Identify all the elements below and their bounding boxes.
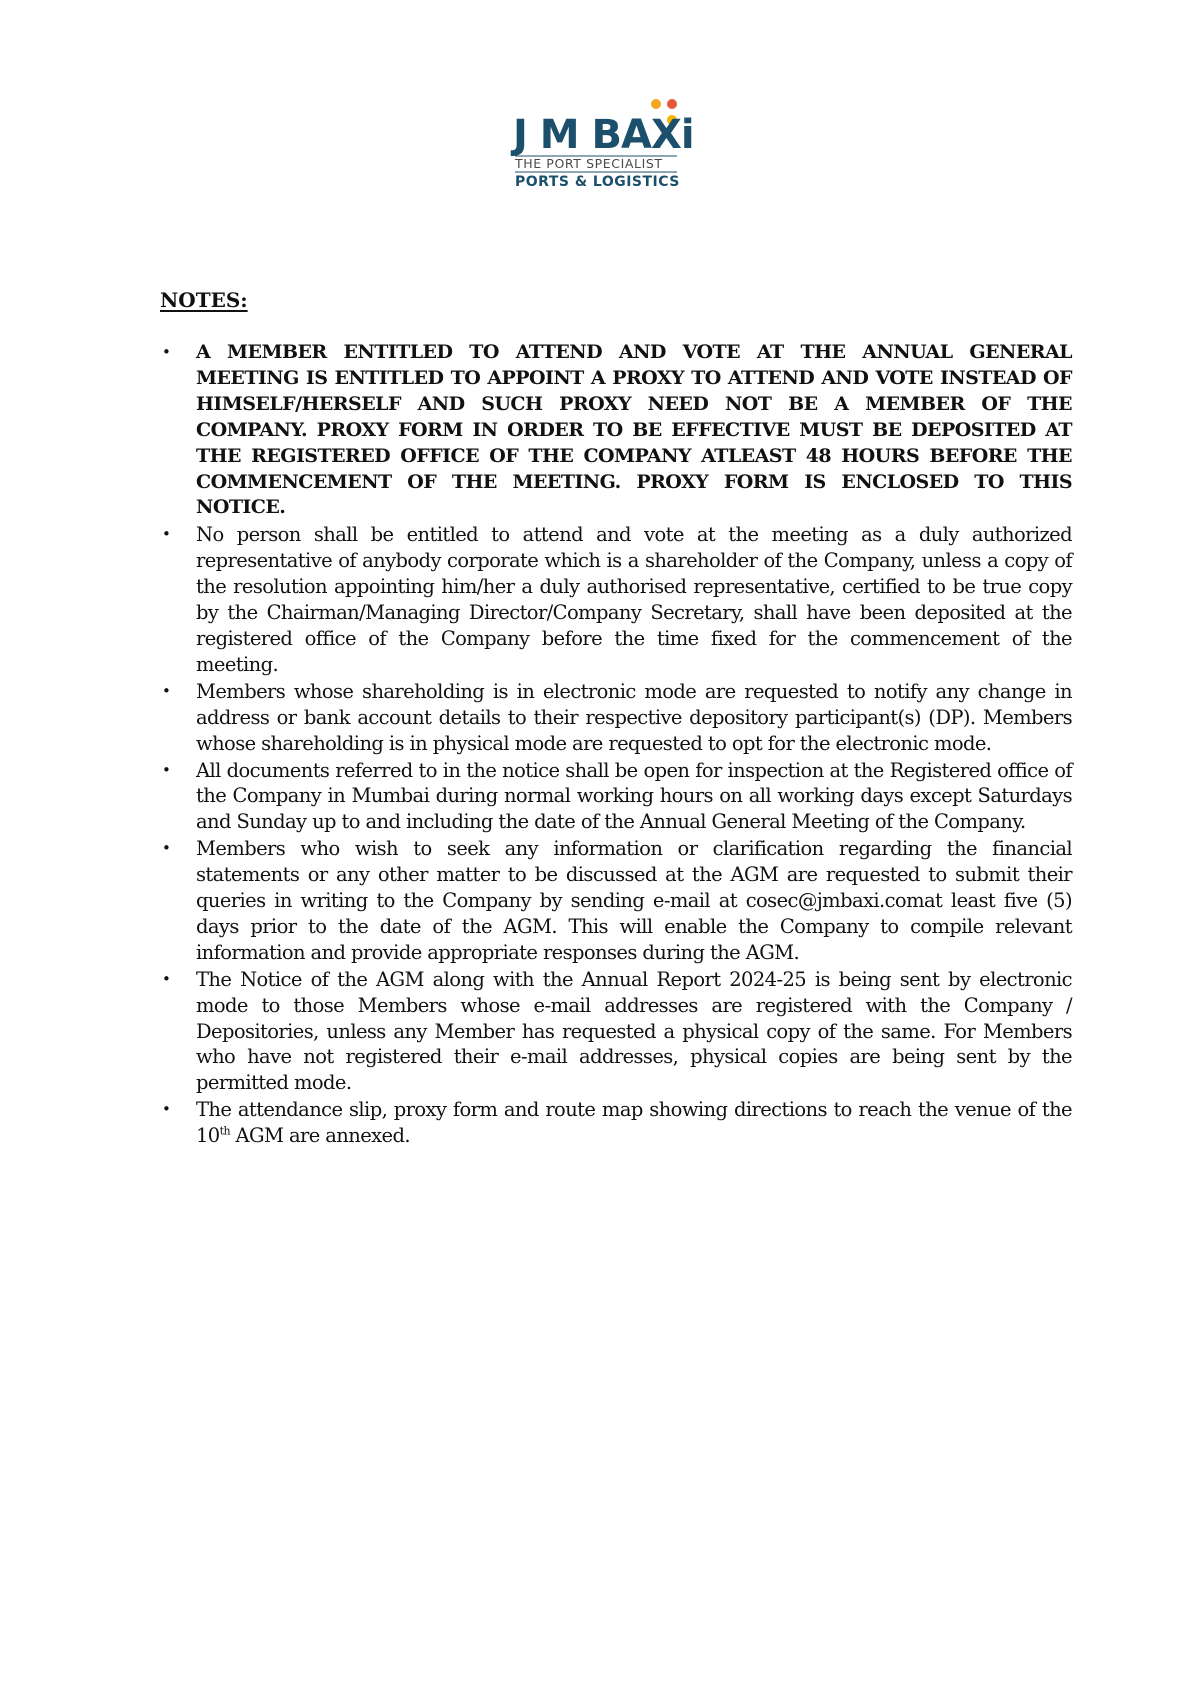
note-text: A MEMBER ENTITLED TO ATTEND AND VOTE AT THE ANNUAL GENERAL MEETING IS ENTITLED TO APPOINT A PROXY TO ATTEND AND VOTE INSTEAD OF HIMSELF/HERSELF AND SUCH PROXY NEED NOT BE A MEMBER OF THE COMPANY. PROXY FORM IN ORDER TO BE EFFECTIVE MUST BE DEPOSITED AT THE REGISTERED OFFICE OF THE COMPANY ATLEAST 48 HOURS BEFORE THE COMMENCEMENT OF THE MEETING. PROXY FORM IS ENCLOSED TO THIS NOTICE. xyxy=(196,341,1072,519)
note-annexures xyxy=(160,1097,1072,1149)
bullet-icon: • xyxy=(162,525,171,544)
bullet-icon: • xyxy=(162,343,171,361)
note-documents-inspection xyxy=(160,758,1072,836)
note-proxy-entitlement xyxy=(160,340,1072,521)
note-electronic-mode xyxy=(160,679,1072,757)
note-text: No person shall be entitled to attend and vote at the meeting as a duly authorized representative of anybody corporate which is a shareholder of the Company, unless a copy of the resolution appointing him/her a duly authorised representative, certified to be true copy by the Chairman/Managing Director/Company Secretary, shall have been deposited at the registered office of the Company before the time fixed for the commencement of the meeting. xyxy=(196,523,1072,676)
note-text: Members who wish to seek any information or clarification regarding the financial statements or any other matter to be discussed at the AGM are requested to submit their queries in writing to the Company by sending e-mail at cosec@jmbaxi.comat least five (5) days prior to the date of the AGM. This will enable the Company to compile relevant information and provide appropriate responses during the AGM. xyxy=(196,837,1072,964)
bullet-icon: • xyxy=(162,760,171,779)
note-text: The Notice of the AGM along with the Annual Report 2024-25 is being sent by electronic mode to those Members whose e-mail addresses are registered with the Company / Depositories, unless any Member has requested a physical copy of the same. For Members who have not registered their e-mail addresses, physical copies are being sent by the permitted mode. xyxy=(196,967,1072,1095)
bullet-icon: • xyxy=(162,969,171,988)
note-text xyxy=(196,1098,1072,1147)
ordinal-superscript: th xyxy=(219,1124,230,1138)
note-text-after: AGM are annexed. xyxy=(229,1124,410,1148)
notes-list xyxy=(160,340,1072,1150)
note-annual-report xyxy=(160,967,1072,1097)
note-queries xyxy=(160,836,1072,966)
note-text: All documents referred to in the notice shall be open for inspection at the Registered office of the Company in Mumbai during normal working hours on all working days except Saturdays and Sunday up to and including the date of the Annual General Meeting of the Company. xyxy=(196,758,1072,834)
logo-tagline: THE PORT SPECIALIST xyxy=(515,156,663,171)
bullet-icon: • xyxy=(162,681,171,700)
logo-brand-text: J M BAXi xyxy=(513,112,694,158)
company-logo xyxy=(0,96,1190,196)
notes-heading: NOTES: xyxy=(160,288,248,312)
logo-subtitle: PORTS & LOGISTICS xyxy=(515,174,680,190)
note-text-before: The attendance slip, proxy form and route map showing directions to reach the venue of the 10 xyxy=(196,1098,1072,1148)
jm-baxi-logo-graphic xyxy=(495,96,695,196)
logo-dot-red xyxy=(667,99,677,109)
note-text: Members whose shareholding is in electronic mode are requested to notify any change in address or bank account details to their respective depository participant(s) (DP). Members whose shareholding is in physical mode are requested to opt for the electronic mode. xyxy=(196,679,1072,755)
note-authorized-representative xyxy=(160,522,1072,677)
bullet-icon: • xyxy=(162,839,171,858)
bullet-icon: • xyxy=(162,1100,171,1119)
logo-dot-orange xyxy=(651,99,661,109)
